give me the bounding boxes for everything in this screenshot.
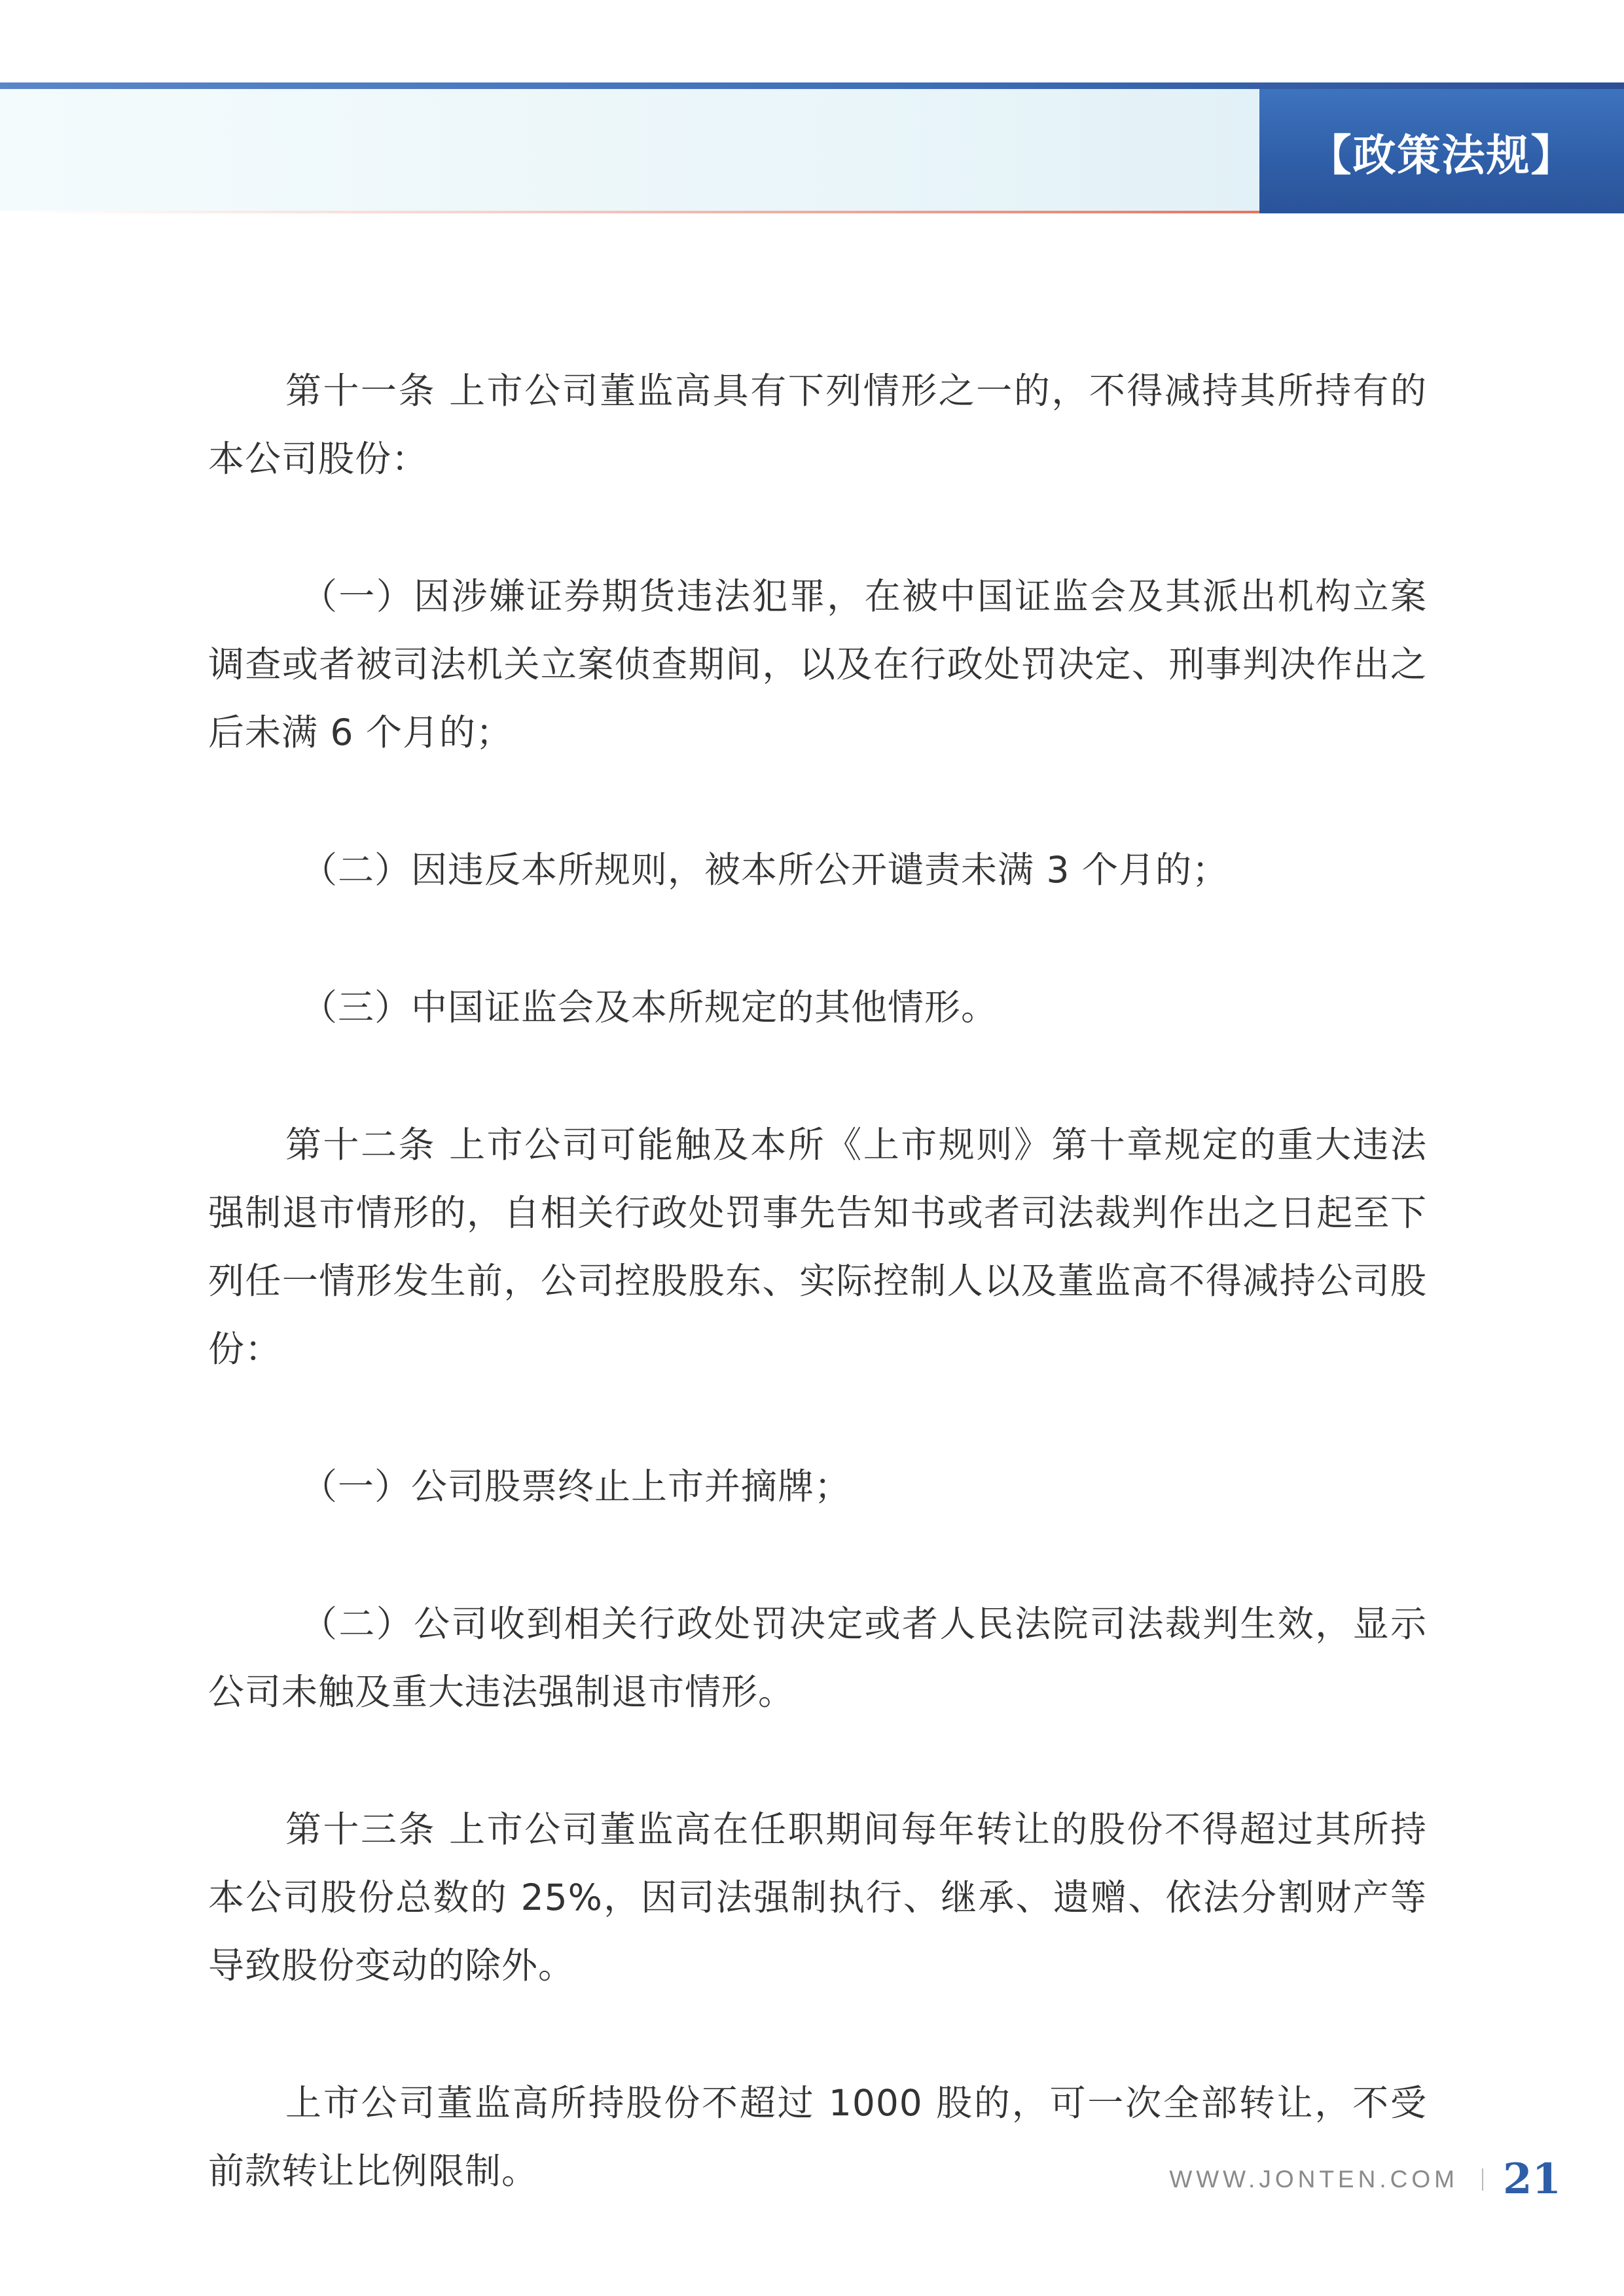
article-11-item-2: （二）因违反本所规则，被本所公开谴责未满 3 个月的； — [301, 849, 1229, 891]
header-band — [0, 89, 1259, 211]
header-top-line — [0, 82, 1624, 89]
article-body — [208, 357, 1427, 2274]
section-tab-label: 【政策法规】 — [1308, 129, 1576, 181]
footer-divider — [1482, 2168, 1483, 2191]
page-footer — [1169, 2155, 1561, 2204]
header-accent-line — [26, 211, 1259, 213]
article-11: 第十一条 上市公司董监高具有下列情形之一的，不得减持其所持有的本公司股份： — [208, 370, 1427, 480]
article-12-item-2: （二）公司收到相关行政处罚决定或者人民法院司法裁判生效，显示公司未触及重大违法强制退市情形。 — [208, 1603, 1427, 1713]
article-12-item-1: （一）公司股票终止上市并摘牌； — [301, 1465, 852, 1507]
section-tab — [1259, 89, 1624, 213]
article-12: 第十二条 上市公司可能触及本所《上市规则》第十章规定的重大违法强制退市情形的，自相关行政处罚事先告知书或者司法裁判作出之日起至下列任一情形发生前，公司控股股东、实际控制人以及董监高不得减持公司股份： — [208, 1124, 1427, 1370]
article-11-item-1: （一）因涉嫌证券期货违法犯罪，在被中国证监会及其派出机构立案调查或者被司法机关立案侦查期间，以及在行政处罚决定、刑事判决作出之后未满 6 个月的； — [208, 575, 1427, 753]
article-13-clause-2: 上市公司董监高所持股份不超过 1000 股的，可一次全部转让，不受前款转让比例限制。 — [208, 2082, 1427, 2192]
article-11-item-3: （三）中国证监会及本所规定的其他情形。 — [301, 986, 998, 1028]
article-13: 第十三条 上市公司董监高在任职期间每年转让的股份不得超过其所持本公司股份总数的 25%，因司法强制执行、继承、遗赠、依法分割财产等导致股份变动的除外。 — [208, 1808, 1427, 1986]
website-text: WWW.JONTEN.COM — [1169, 2165, 1458, 2193]
page-number: 21 — [1502, 2155, 1561, 2204]
